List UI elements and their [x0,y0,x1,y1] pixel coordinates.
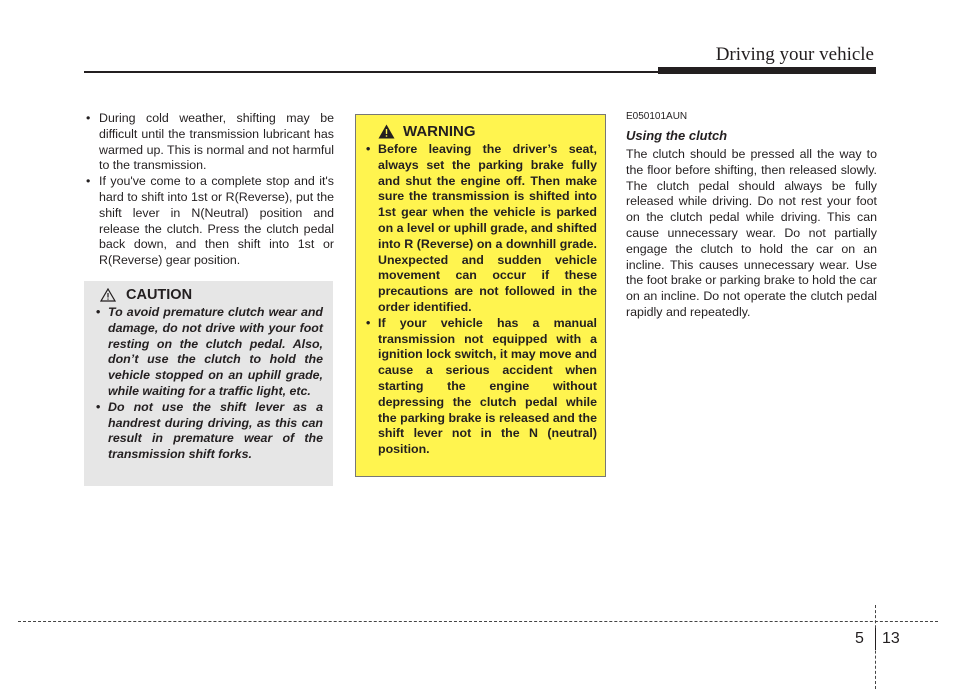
left-column [84,111,334,269]
page-number: 13 [882,630,900,647]
caution-item: • To avoid premature clutch wear and damage, do not drive with your foot resting on the clutch pedal. Also, don’t use the clutch to hold the vehicle stopped on an uphill grade, while waiting for a traffic light, etc. [94,305,323,400]
caution-list [94,305,323,463]
caution-title: CAUTION [126,287,193,303]
bullet-item: • During cold weather, shifting may be difficult until the transmission lubricant has warmed up. This is normal and not harmful to the transmission. [84,111,334,174]
caution-header [100,287,323,303]
page-header-title: Driving your vehicle [715,44,874,65]
warning-item: • Before leaving the driver’s seat, always set the parking brake fully and shut the engine off. Then make sure the transmission is shifted into 1st gear when the vehicle is parked on a level or uphill grade, and shifted into R (Reverse) on a downhill grade. Unexpected and sudden vehicle movement can occur if these precautions are not followed in the order identified. [364,142,597,316]
warning-box [355,114,606,477]
caution-box [84,281,333,486]
bullet-item: • If you've come to a complete stop and it's hard to shift into 1st or R(Reverse), put the shift lever in N(Neutral) position and release the clutch. Press the clutch pedal back down, and then shift into 1st or R(Reverse) gear position. [84,174,334,269]
warning-list [364,142,597,458]
right-column [626,111,877,321]
header-rule [84,71,660,73]
warning-triangle-icon [378,124,395,139]
section-subheading: Using the clutch [626,128,728,143]
warning-title: WARNING [403,123,476,140]
warning-header [378,123,597,140]
page-section-number: 5 [855,630,864,647]
page-number-separator [875,628,876,650]
caution-triangle-icon [100,288,116,302]
section-code: E050101AUN [626,111,688,122]
section-body: The clutch should be pressed all the way to the floor before shifting, then released slowly. The clutch pedal should always be fully released while driving. Do not rest your foot on the clutch pedal while driving. This can cause unnecessary wear. Do not partially engage the clutch to hold the car on an incline. This causes unnecessary wear. Use the foot brake or parking brake to hold the car on an incline. Do not operate the clutch pedal rapidly and repeatedly. [626,147,877,319]
header-rule-thick [658,67,876,74]
footer-crop-line [18,621,938,622]
warning-item: • If your vehicle has a manual transmission not equipped with a ignition lock switch, it may move and cause a serious accident when starting the engine without depressing the clutch pedal while the parking brake is released and the shift lever not in the N (neutral) position. [364,316,597,458]
caution-item: • Do not use the shift lever as a handrest during driving, as this can result in premature wear of the transmission shift forks. [94,400,323,463]
bullet-list [84,111,334,269]
